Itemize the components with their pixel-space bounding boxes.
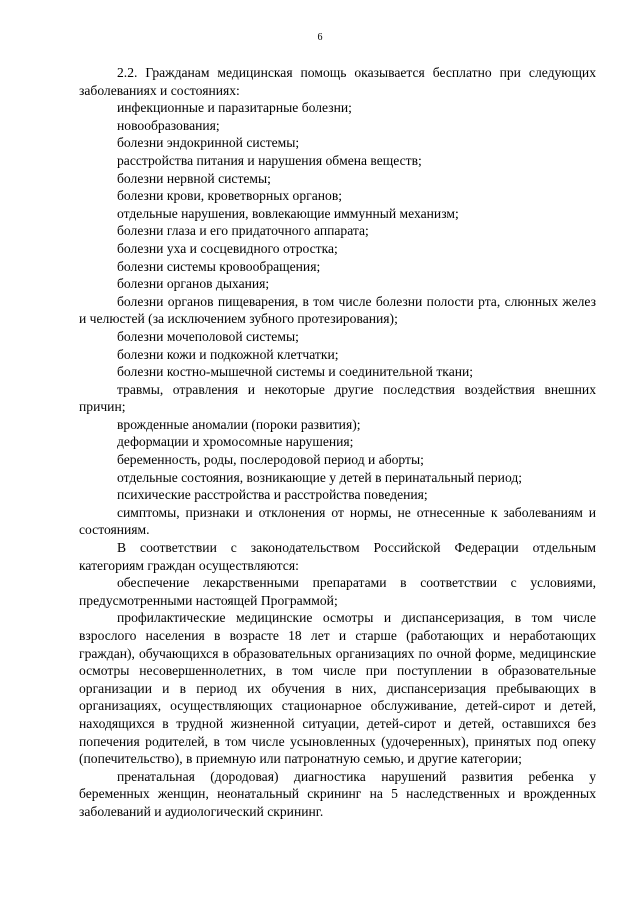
list-item: болезни крови, кроветворных органов;	[117, 188, 343, 204]
list-item: отдельные нарушения, вовлекающие иммунный механизм;	[117, 205, 459, 221]
list-item: болезни эндокринной системы;	[117, 135, 300, 151]
list-item: инфекционные и паразитарные болезни;	[117, 100, 352, 116]
list-item: отдельные состояния, возникающие у детей в перинатальный период;	[117, 469, 523, 485]
list-item: расстройства питания и нарушения обмена веществ;	[117, 152, 422, 168]
list-item: симптомы, признаки и отклонения от нормы, не отнесенные к заболеваниям и состояниям.	[79, 504, 596, 538]
list-item: болезни уха и сосцевидного отростка;	[117, 240, 338, 256]
list-item: болезни органов дыхания;	[117, 276, 270, 292]
list-item: травмы, отравления и некоторые другие последствия воздействия внешних причин;	[79, 381, 596, 415]
list-item: болезни глаза и его придаточного аппарата;	[117, 223, 369, 239]
list-item: беременность, роды, послеродовой период и аборты;	[117, 452, 424, 468]
list-item: болезни костно-мышечной системы и соединительной ткани;	[117, 364, 474, 380]
list-item: новообразования;	[117, 117, 220, 133]
list-item: болезни системы кровообращения;	[117, 258, 321, 274]
list-item: болезни мочеполовой системы;	[117, 328, 299, 344]
list-item: врожденные аномалии (пороки развития);	[117, 416, 361, 432]
list-item: профилактические медицинские осмотры и диспансеризация, в том числе взрослого населения в возрасте 18 лет и старше (работающих и неработающих граждан), обучающихся в образовательных организациях по очной форме, медицинские осмотры несовершеннолетних, в том числе при поступлении в образовательные организации и в период их обучения в них, диспансеризация пребывающих в организациях, осуществляющих стационарное обслуживание, детей-сирот и детей, находящихся в трудной жизненной ситуации, детей-сирот и детей, оставшихся без попечения родителей, в том числе усыновленных (удочеренных), принятых под опеку (попечительство), в приемную или патронатную семью, и другие категории;	[79, 610, 596, 767]
list-item: болезни органов пищеварения, в том числе болезни полости рта, слюнных желез и челюстей (за исключением зубного протезирования);	[79, 293, 596, 327]
list-item: психические расстройства и расстройства поведения;	[117, 487, 428, 503]
paragraph: 2.2. Гражданам медицинская помощь оказывается бесплатно при следующих заболеваниях и состояниях:	[79, 65, 596, 98]
list-item: деформации и хромосомные нарушения;	[117, 434, 354, 450]
paragraph: В соответствии с законодательством Российской Федерации отдельным категориям граждан осуществляются:	[79, 540, 596, 573]
list-item: обеспечение лекарственными препаратами в соответствии с условиями, предусмотренными настоящей Программой;	[79, 575, 596, 608]
list-item: пренатальная (дородовая) диагностика нарушений развития ребенка у беременных женщин, неонатальный скрининг на 5 наследственных и врожденных заболеваний и аудиологический скрининг.	[79, 768, 596, 819]
page-number: 6	[317, 32, 323, 43]
document-body	[79, 64, 596, 821]
list-item: болезни нервной системы;	[117, 170, 271, 186]
list-item: болезни кожи и подкожной клетчатки;	[117, 346, 339, 362]
